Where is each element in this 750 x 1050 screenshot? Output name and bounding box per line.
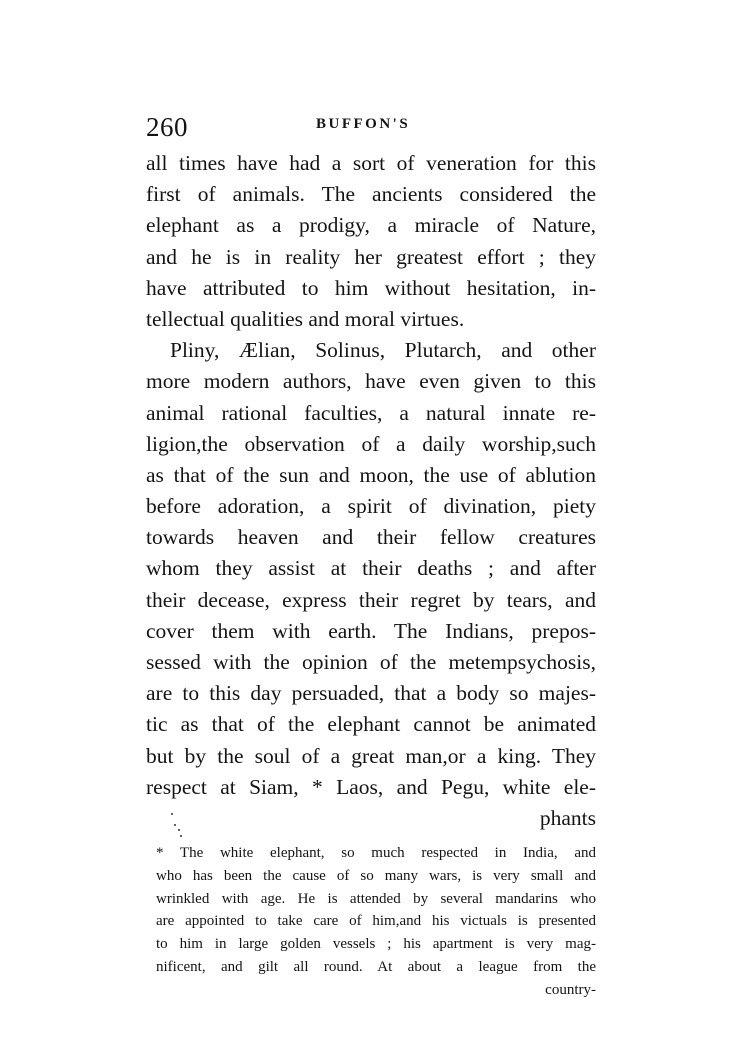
body-line: towards heaven and their fellow creatures xyxy=(146,525,596,550)
page-header xyxy=(146,112,596,148)
body-line: animal rational faculties, a natural innate re- xyxy=(146,400,596,425)
body-line: tic as that of the elephant cannot be animated xyxy=(146,712,596,737)
running-head: BUFFON'S xyxy=(316,116,411,132)
footnote-line: nificent, and gilt all round. At about a league from the xyxy=(156,958,596,975)
footnote-line: wrinkled with age. He is attended by several mandarins who xyxy=(156,890,596,907)
footnote-line: are appointed to take care of him,and his victuals is presented xyxy=(156,913,596,930)
body-line: and he is in reality her greatest effort ; they xyxy=(146,244,596,269)
footnote xyxy=(156,842,596,1002)
body-line: all times have had a sort of veneration for this xyxy=(146,151,596,175)
footnote-line: * The white elephant, so much respected in India, and xyxy=(156,845,596,861)
body-line: tellectual qualities and moral virtues. xyxy=(146,306,465,331)
footnote-line: who has been the cause of so many wars, is very small and xyxy=(156,867,596,884)
body-line: first of animals. The ancients considered the xyxy=(146,182,596,207)
body-line: before adoration, a spirit of divination, piety xyxy=(146,494,596,519)
body-line: but by the soul of a great man,or a king. They xyxy=(146,743,596,768)
body-text xyxy=(146,148,596,834)
body-line: respect at Siam, * Laos, and Pegu, white ele- xyxy=(146,774,596,799)
body-line: Pliny, Ælian, Solinus, Plutarch, and other xyxy=(170,338,596,363)
page-number: 260 xyxy=(146,112,188,142)
body-line: have attributed to him without hesitation, in- xyxy=(146,275,596,300)
body-line: cover them with earth. The Indians, prepos- xyxy=(146,618,596,643)
body-line: sessed with the opinion of the metempsychosis, xyxy=(146,650,596,674)
body-line: ligion,the observation of a daily worship,such xyxy=(146,431,596,456)
body-line: elephant as a prodigy, a miracle of Nature, xyxy=(146,213,596,238)
footnote-catchword: country- xyxy=(545,981,596,998)
body-line: more modern authors, have even given to this xyxy=(146,369,596,394)
ink-specks xyxy=(170,813,184,843)
body-line: as that of the sun and moon, the use of ablution xyxy=(146,462,596,487)
body-line: whom they assist at their deaths ; and after xyxy=(146,556,596,581)
body-line: are to this day persuaded, that a body so majes- xyxy=(146,681,596,706)
catchword: phants xyxy=(539,805,596,830)
body-line: their decease, express their regret by tears, and xyxy=(146,587,596,612)
footnote-line: to him in large golden vessels ; his apartment is very mag- xyxy=(156,936,596,953)
